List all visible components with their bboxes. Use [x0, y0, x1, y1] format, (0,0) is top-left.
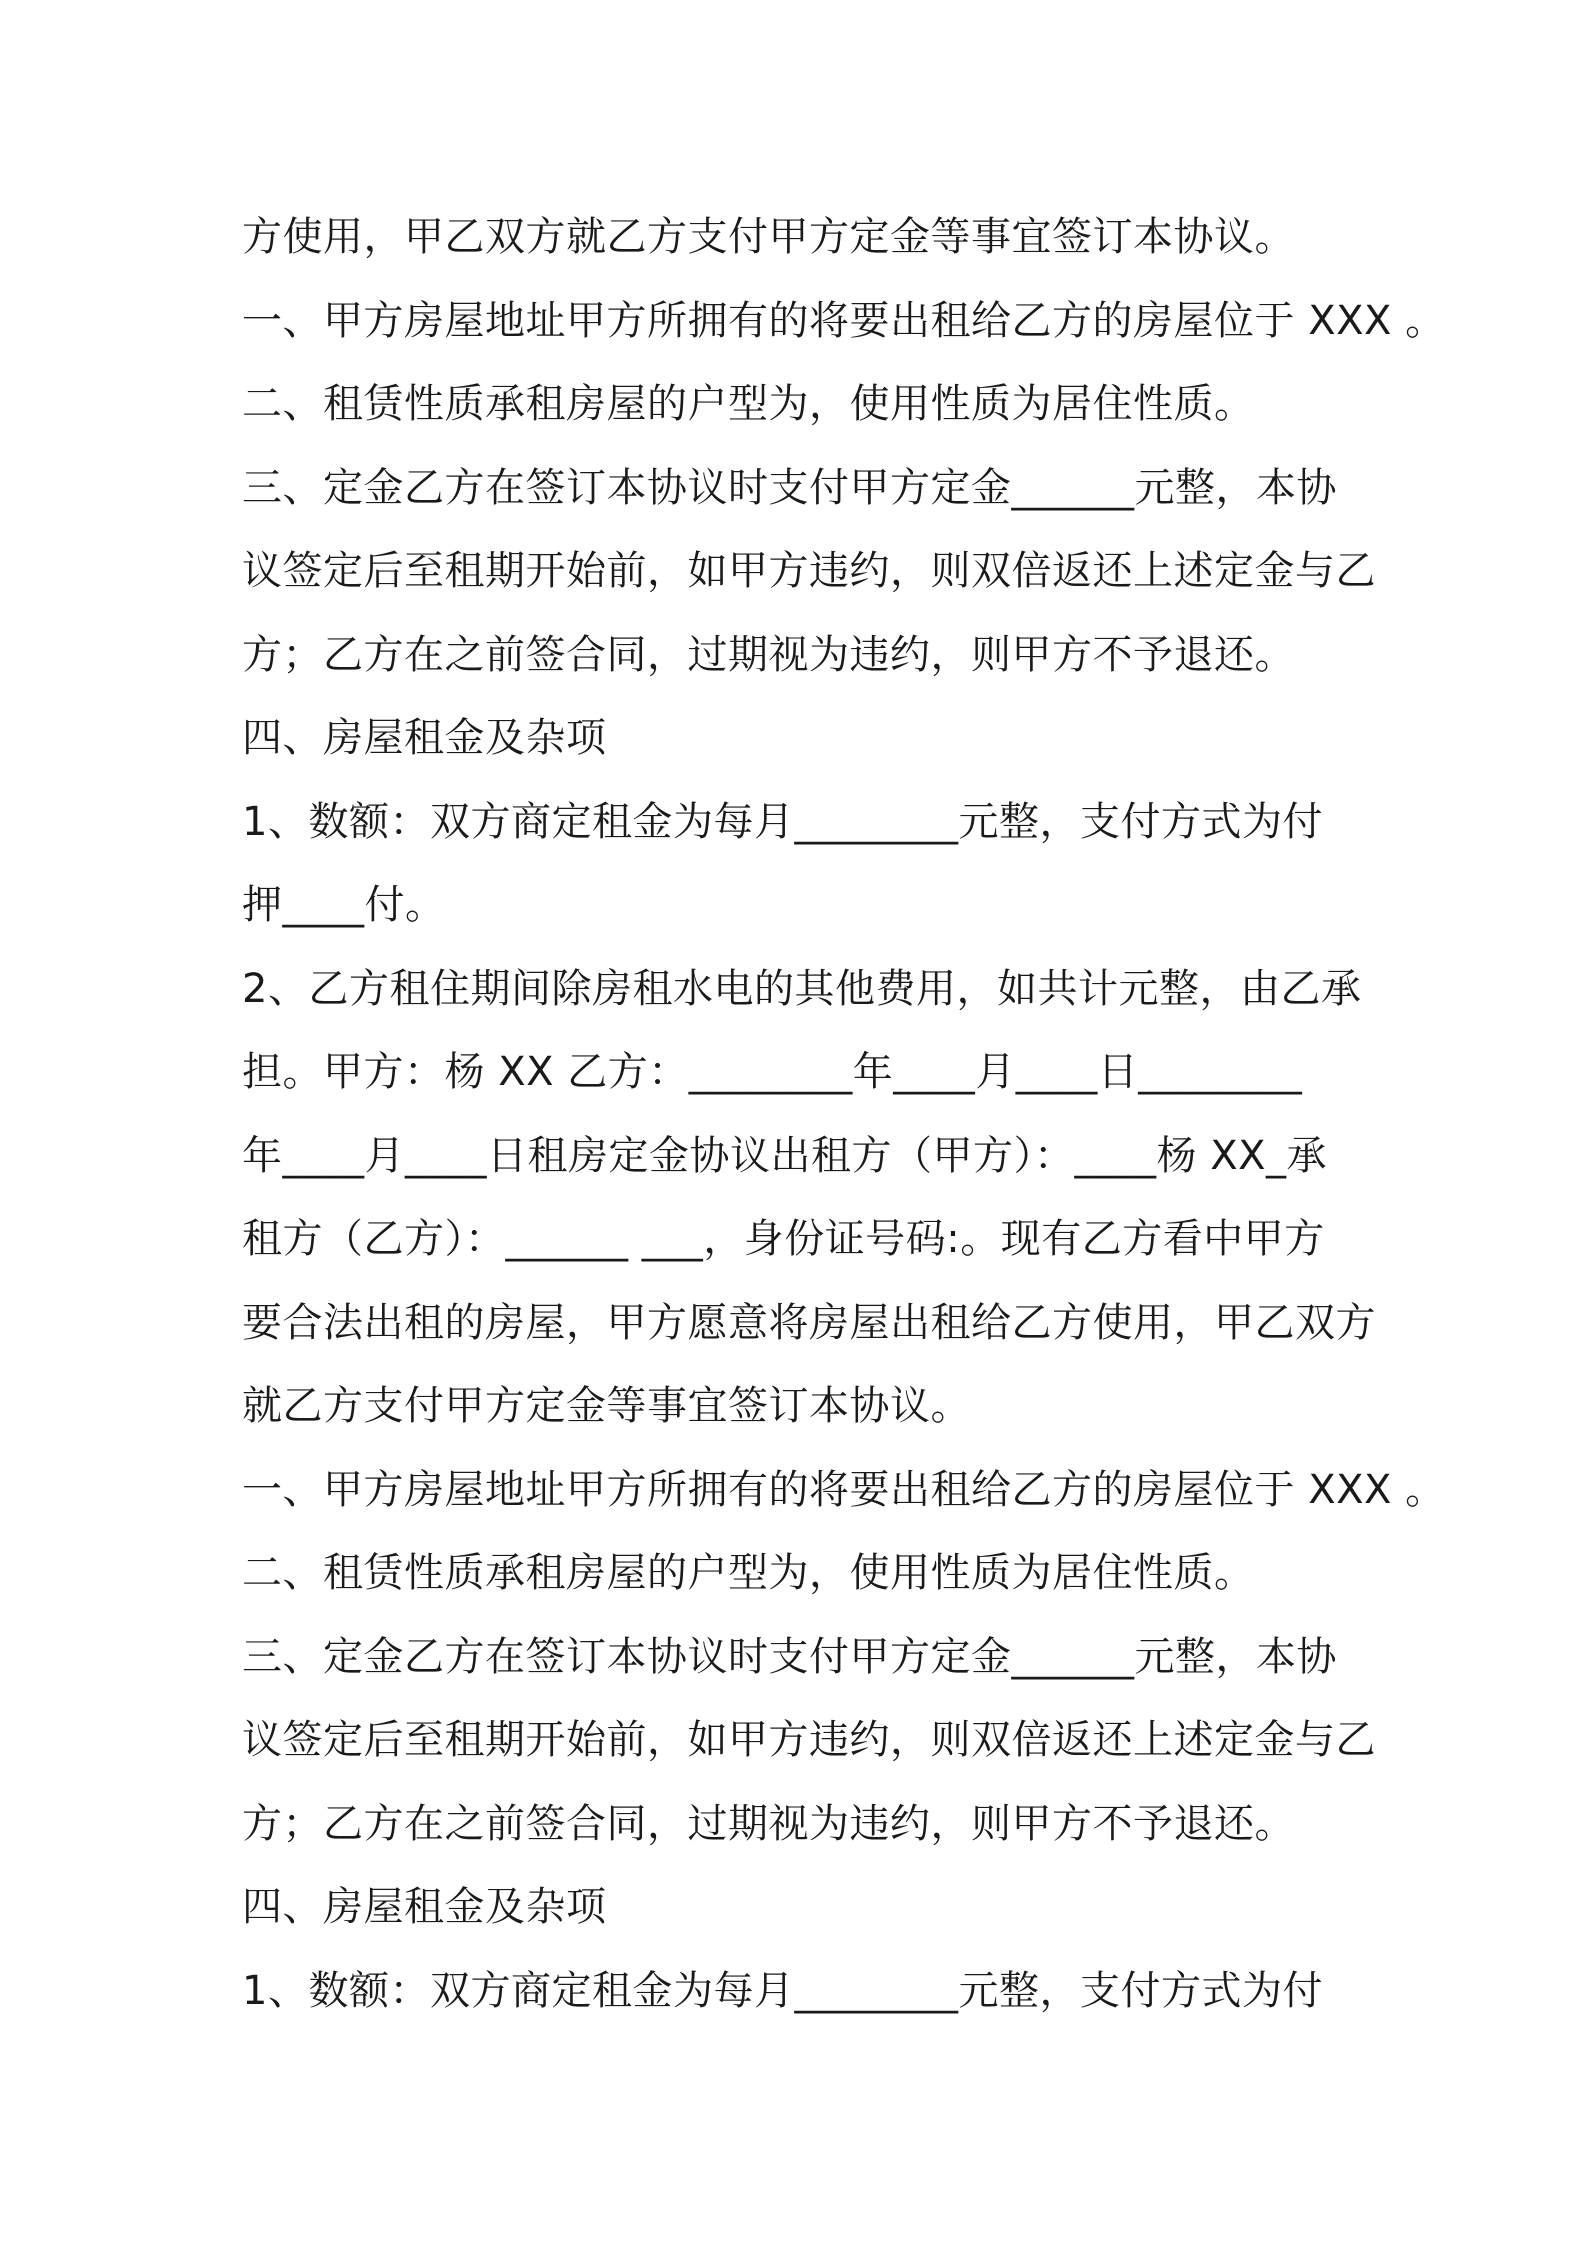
document-body	[242, 196, 1446, 2033]
text-line: 三、定金乙方在签订本协议时支付甲方定金______元整，本协	[242, 1633, 1337, 1680]
text-line: 2、乙方租住期间除房租水电的其他费用，如共计元整，由乙承	[242, 965, 1362, 1012]
text-line: 方；乙方在之前签合同，过期视为违约，则甲方不予退还。	[242, 631, 1295, 678]
text-line: 方；乙方在之前签合同，过期视为违约，则甲方不予退还。	[242, 1800, 1295, 1847]
text-line: 二、租赁性质承租房屋的户型为，使用性质为居住性质。	[242, 381, 1255, 427]
text-line: 议签定后至租期开始前，如甲方违约，则双倍返还上述定金与乙	[242, 1717, 1376, 1763]
text-line: 一、甲方房屋地址甲方所拥有的将要出租给乙方的房屋位于 XXX 。	[242, 1466, 1446, 1513]
text-line: 二、租赁性质承租房屋的户型为，使用性质为居住性质。	[242, 1550, 1255, 1596]
text-line: 四、房屋租金及杂项	[242, 1884, 607, 1930]
text-line: 就乙方支付甲方定金等事宜签订本协议。	[242, 1383, 971, 1429]
text-line: 要合法出租的房屋，甲方愿意将房屋出租给乙方使用，甲乙双方	[242, 1299, 1376, 1346]
text-line: 1、数额：双方商定租金为每月________元整，支付方式为付	[242, 1967, 1323, 2014]
text-line: 租方（乙方）：______ ___，身份证号码:。现有乙方看中甲方	[242, 1216, 1325, 1262]
text-line: 押____付。	[242, 882, 446, 928]
text-line: 一、甲方房屋地址甲方所拥有的将要出租给乙方的房屋位于 XXX 。	[242, 297, 1446, 344]
text-line: 担。甲方：杨 XX 乙方：________年____月____日________	[242, 1049, 1303, 1095]
text-line: 1、数额：双方商定租金为每月________元整，支付方式为付	[242, 798, 1323, 845]
text-line: 方使用，甲乙双方就乙方支付甲方定金等事宜签订本协议。	[242, 214, 1295, 260]
text-line: 议签定后至租期开始前，如甲方违约，则双倍返还上述定金与乙	[242, 548, 1376, 594]
text-line: 年____月____日租房定金协议出租方（甲方）：____杨 XX_承	[242, 1132, 1328, 1179]
text-line: 三、定金乙方在签订本协议时支付甲方定金______元整，本协	[242, 464, 1337, 511]
text-line: 四、房屋租金及杂项	[242, 715, 607, 761]
